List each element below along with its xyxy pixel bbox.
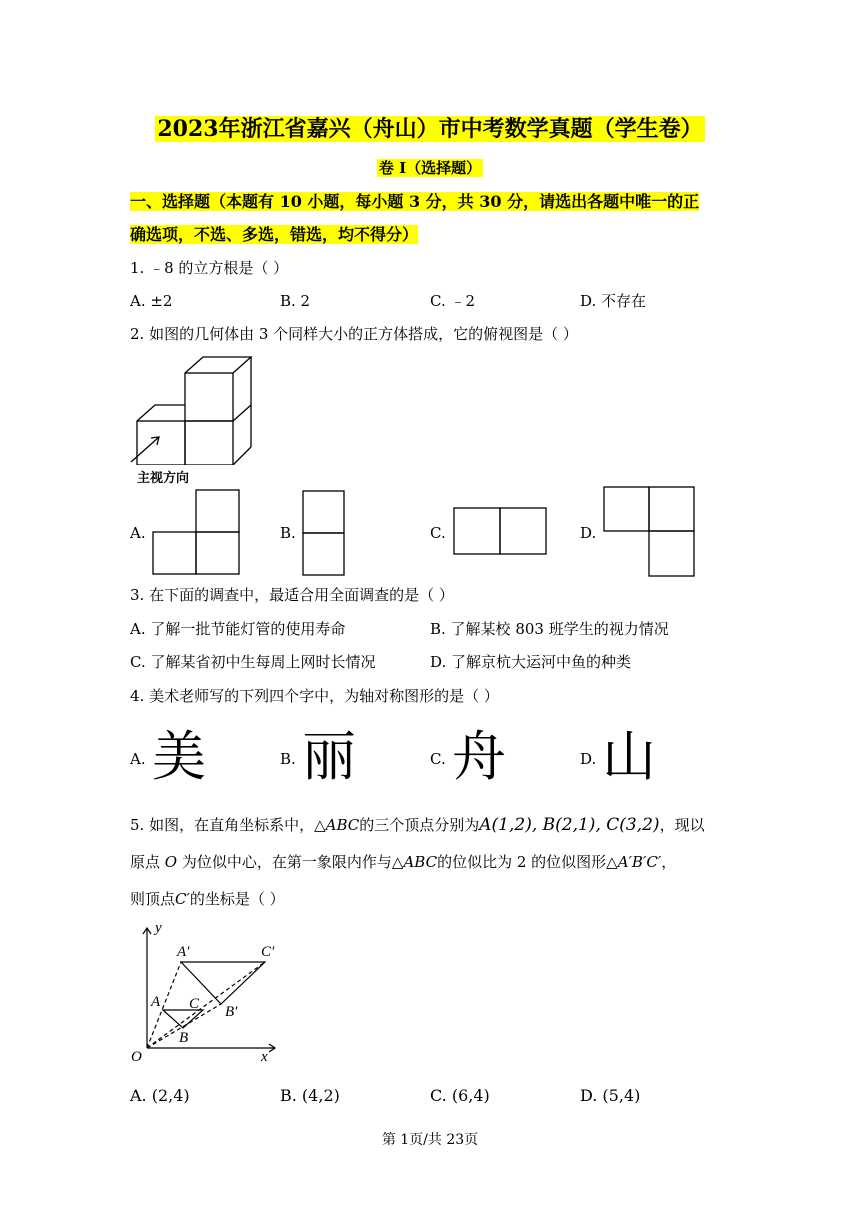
label-b: B (179, 1030, 189, 1046)
section-heading-line2: 确选项，不选、多选，错选，均不得分） (130, 225, 419, 244)
section-heading-line1: 一、选择题（本题有 10 小题，每小题 3 分，共 30 分，请选出各题中唯一的正 (130, 192, 700, 211)
q4-option-b: B. (280, 750, 296, 768)
q4-glyph-li: 丽 (302, 725, 356, 788)
q2-option-d-figure (603, 486, 696, 578)
q5-option-b: B. (4,2) (280, 1086, 340, 1105)
q1-option-a: A. ±2 (130, 292, 173, 310)
page-title: 2023年浙江省嘉兴（舟山）市中考数学真题（学生卷） (157, 116, 703, 142)
q1-option-b: B. 2 (280, 292, 311, 310)
q5-line1: 5. 如图，在直角坐标系中，△ABC的三个顶点分别为A(1,2), B(2,1), C(3,2)，现以 (130, 815, 705, 835)
q5-option-c: C. (6,4) (430, 1086, 490, 1105)
q2-option-c: C. (430, 524, 446, 542)
q1-option-d: D. 不存在 (580, 292, 647, 310)
triangle-abc (163, 1010, 203, 1028)
label-a: A (151, 994, 161, 1010)
q5-option-d: D. (5,4) (580, 1086, 641, 1105)
page-footer: 第 1页/共 23页 (381, 1132, 479, 1148)
q2-cube-figure (125, 355, 255, 465)
q1-option-c: C. ﹣2 (430, 292, 476, 310)
q4-option-c: C. (430, 750, 446, 768)
q2-option-a-figure (152, 489, 242, 575)
q4-glyph-mei: 美 (152, 725, 206, 788)
q3-option-a: A. 了解一批节能灯管的使用寿命 (130, 620, 346, 638)
q4-stem: 4. 美术老师写的下列四个字中，为轴对称图形的是（ ） (130, 687, 499, 705)
q3-option-b: B. 了解某校 803 班学生的视力情况 (430, 620, 669, 638)
label-b-prime: B′ (225, 1004, 238, 1020)
q5-coordinate-figure (125, 920, 285, 1065)
label-o: O (131, 1049, 142, 1065)
label-a-prime: A′ (177, 944, 190, 960)
q4-glyph-shan: 山 (602, 725, 656, 788)
label-c-prime: C′ (261, 944, 275, 960)
q2-option-a: A. (130, 524, 146, 542)
q5-option-a: A. (2,4) (130, 1086, 190, 1105)
q3-stem: 3. 在下面的调查中，最适合用全面调查的是（ ） (130, 586, 454, 604)
q2-option-b: B. (280, 524, 296, 542)
page-subtitle: 卷 I（选择题） (378, 159, 482, 177)
q1-stem: 1. ﹣8 的立方根是（ ） (130, 259, 289, 277)
q5-line2: 原点 O 为位似中心，在第一象限内作与△ABC的位似比为 2 的位似图形△A′B′C′， (130, 853, 677, 871)
q2-option-c-figure (453, 507, 548, 557)
q4-option-d: D. (580, 750, 597, 768)
q2-figure-caption: 主视方向 (137, 471, 190, 486)
q5-line3: 则顶点C′的坐标是（ ） (130, 890, 285, 908)
q4-option-a: A. (130, 750, 146, 768)
label-x: x (261, 1049, 268, 1065)
q2-option-b-figure (302, 490, 346, 576)
q4-glyph-zhou: 舟 (452, 725, 506, 788)
q2-option-d: D. (580, 524, 597, 542)
q3-option-c: C. 了解某省初中生每周上网时长情况 (130, 653, 376, 671)
q3-option-d: D. 了解京杭大运河中鱼的种类 (430, 653, 632, 671)
q2-stem: 2. 如图的几何体由 3 个同样大小的正方体搭成，它的俯视图是（ ） (130, 325, 578, 343)
label-c: C (189, 996, 200, 1012)
label-y: y (155, 920, 162, 936)
